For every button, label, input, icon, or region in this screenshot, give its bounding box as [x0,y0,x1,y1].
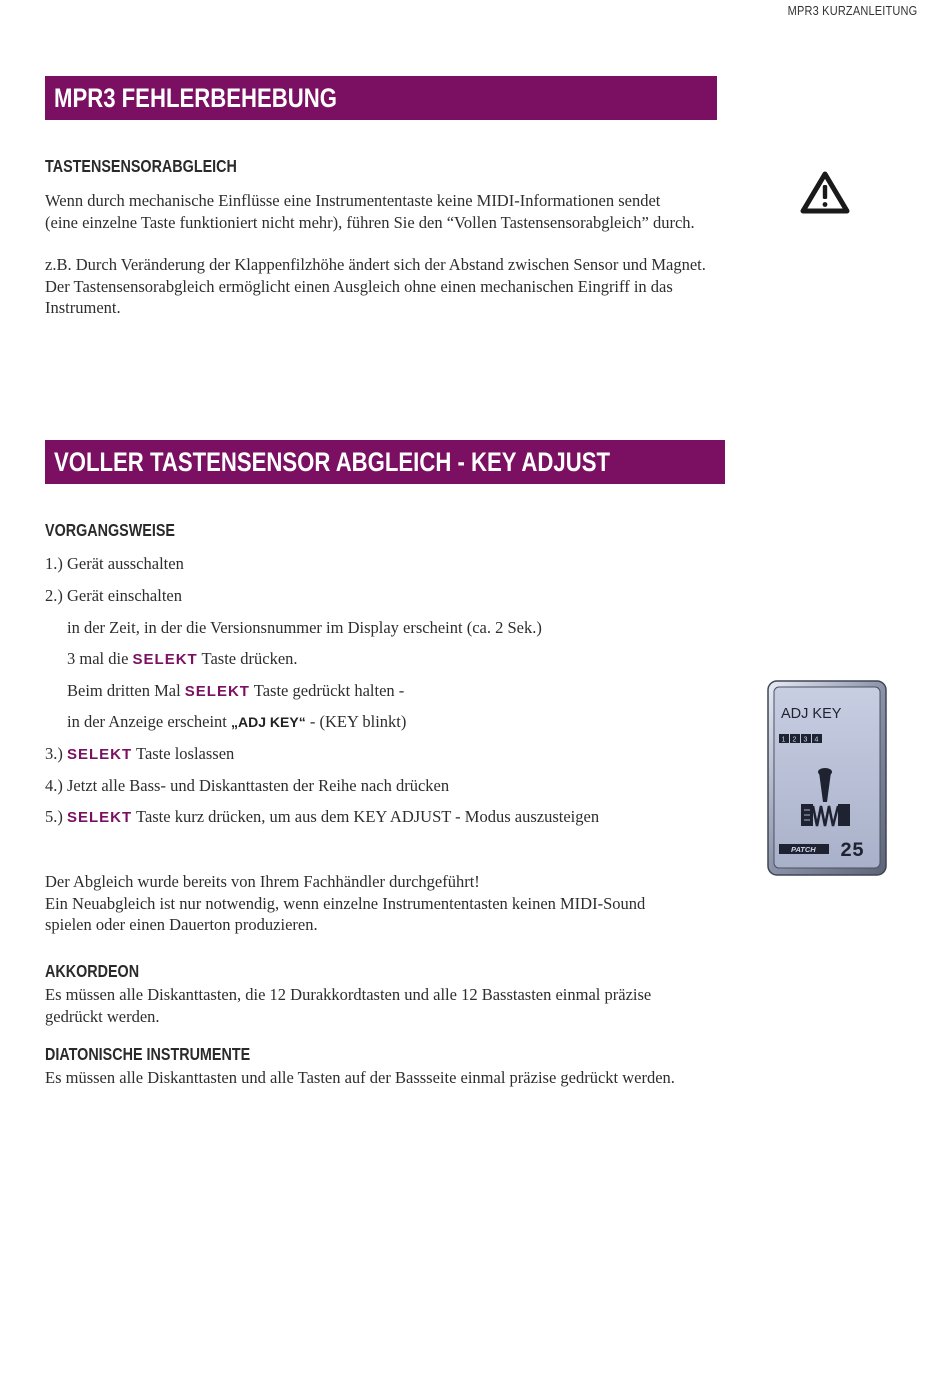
step-4: 4.) Jetzt alle Bass- und Diskanttasten der Reihe nach drücken [45,776,450,795]
text-line: Der Abgleich wurde bereits von Ihrem Fachhändler durchgeführt! [45,872,480,891]
step-text: 3 mal die [67,649,133,668]
step-text: Taste gedrückt halten - [249,681,405,700]
step-text: Taste loslassen [132,744,235,763]
warning-triangle-icon [799,170,851,216]
step-2: 2.) Gerät einschalten [45,586,182,605]
note-paragraph [45,871,645,936]
text-line: Wenn durch mechanische Einflüsse eine Instrumententaste keine MIDI-Informationen sendet [45,191,661,210]
selekt-keyword: SELEKT [67,746,133,763]
step-2c [67,681,404,701]
step-text: 5.) [45,807,67,826]
accordion-paragraph [45,984,651,1027]
text-line: Der Tastensensorabgleich ermöglicht einen Ausgleich ohne einen mechanischen Eingriff in das [45,276,673,296]
selekt-keyword: SELEKT [132,651,198,668]
text-line: Es müssen alle Diskanttasten, die 12 Durakkordtasten und alle 12 Basstasten einmal präzise [45,985,652,1004]
slot-label: 1 [781,736,786,744]
text-line: gedrückt werden. [45,1006,160,1026]
text-line: z.B. Durch Veränderung der Klappenfilzhöhe ändert sich der Abstand zwischen Sensor und Magnet. [45,255,706,274]
step-text: Beim dritten Mal [67,681,185,700]
display-title: ADJ KEY [781,706,842,722]
subheading-diatonic: DIATONISCHE INSTRUMENTE [45,1044,251,1064]
step-text: - (KEY blinkt) [305,712,407,731]
lcd-display-illustration [767,680,887,876]
section-title: VOLLER TASTENSENSOR ABGLEICH - KEY ADJUST [54,446,611,477]
step-text: Taste drücken. [197,649,298,668]
slot-label: 3 [803,736,808,744]
example-paragraph [45,254,706,319]
step-text: Taste kurz drücken, um aus dem KEY ADJUST - Modus auszusteigen [132,807,600,826]
diatonic-paragraph [45,1067,675,1089]
slot-label: 4 [814,736,819,744]
step-2d [67,712,406,732]
text-line: spielen oder einen Dauerton produzieren. [45,915,318,934]
subheading-procedure: VORGANGSWEISE [45,520,175,540]
adj-key-keyword: „ADJ KEY“ [231,714,306,730]
step-2a: in der Zeit, in der die Versionsnummer im Display erscheint (ca. 2 Sek.) [67,618,542,637]
slot-label: 2 [792,736,797,744]
step-1: 1.) Gerät ausschalten [45,554,184,573]
text-line: Instrument. [45,298,121,317]
section-title: MPR3 FEHLERBEHEBUNG [54,82,337,113]
intro-paragraph [45,190,695,233]
step-text: 3.) [45,744,67,763]
running-header: MPR3 KURZANLEITUNG [787,4,917,18]
section-banner-key-adjust [45,440,725,484]
step-2b [67,649,298,669]
step-text: in der Anzeige erscheint [67,712,232,731]
step-3 [45,744,234,764]
selekt-keyword: SELEKT [184,683,250,700]
selekt-keyword: SELEKT [67,809,133,826]
text-line: Ein Neuabgleich ist nur notwendig, wenn einzelne Instrumententasten keinen MIDI-Sound [45,893,646,913]
subheading-key-sensor: TASTENSENSORABGLEICH [45,156,237,176]
patch-number: 25 [840,840,865,863]
step-5 [45,807,599,827]
section-banner-troubleshooting [45,76,717,120]
subheading-accordion: AKKORDEON [45,961,140,981]
patch-label: PATCH [791,845,816,854]
text-line: Es müssen alle Diskanttasten und alle Tasten auf der Bassseite einmal präzise gedrückt werden. [45,1068,675,1087]
text-line: (eine einzelne Taste funktioniert nicht mehr), führen Sie den “Vollen Tastensensorabgleich” durch. [45,212,695,232]
